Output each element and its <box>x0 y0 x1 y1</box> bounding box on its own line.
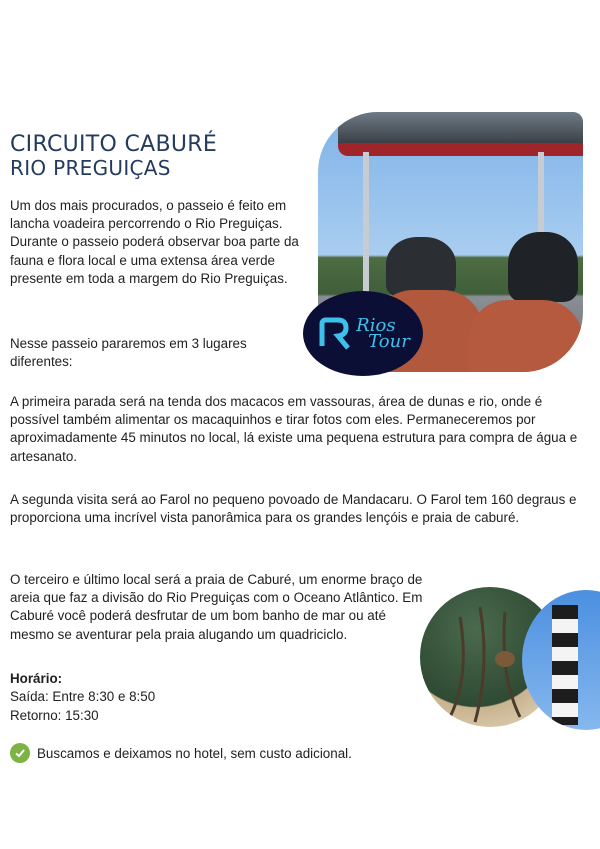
departure-time: Saída: Entre 8:30 e 8:50 <box>10 689 156 705</box>
passenger <box>508 232 578 302</box>
first-stop-paragraph: A primeira parada será na tenda dos macacos em vassouras, área de dunas e rio, onde é possível também alimentar os macaquinhos e tirar fotos com eles. Permaneceremos por aproximadamente 45 minutos no local, lá existe uma pequena estrutura para compra de água e artesanato. <box>10 394 578 464</box>
third-stop-paragraph: O terceiro e último local será a praia de Caburé, um enorme braço de areia que faz a divisão do Rio Preguiças com o Oceano Atlântico. Em Caburé você poderá desfrutar de um bom banho de mar ou até mesmo se aventurar pela praia alugando um quadriciclo. <box>10 572 423 642</box>
logo-mark-icon <box>316 316 352 352</box>
pickup-note <box>10 743 352 763</box>
page-title: CIRCUITO CABURÉ <box>10 132 218 157</box>
check-circle-icon <box>10 743 30 763</box>
lighthouse-tower <box>552 605 578 725</box>
logo-line1: Rios <box>356 314 396 336</box>
intro-paragraph: Um dos mais procurados, o passeio é feito em lancha voadeira percorrendo o Rio Preguiças. Durante o passeio poderá observar boa parte da fauna e flora local e uma extensa área verde presente em toda a margem do Rio Preguiças. <box>10 198 299 286</box>
pickup-text: Buscamos e deixamos no hotel, sem custo adicional. <box>37 745 352 761</box>
schedule-heading: Horário: <box>10 671 63 686</box>
passenger <box>386 237 456 297</box>
return-time: Retorno: 15:30 <box>10 707 99 723</box>
second-stop-paragraph: A segunda visita será ao Farol no pequeno povoado de Mandacaru. O Farol tem 160 degraus e proporciona uma incrível vista panorâmica para os grandes lençóis e praia de caburé. <box>10 492 577 526</box>
stops-paragraph: Nesse passeio pararemos em 3 lugares diferentes: <box>10 336 247 370</box>
schedule <box>10 670 155 725</box>
boat-canopy <box>338 112 583 156</box>
page-subtitle: RIO PREGUIÇAS <box>10 156 171 180</box>
logo-line2: Tour <box>368 330 410 352</box>
passenger-vest <box>468 300 583 372</box>
rios-tour-logo <box>303 291 423 376</box>
boat-pole <box>363 152 369 302</box>
